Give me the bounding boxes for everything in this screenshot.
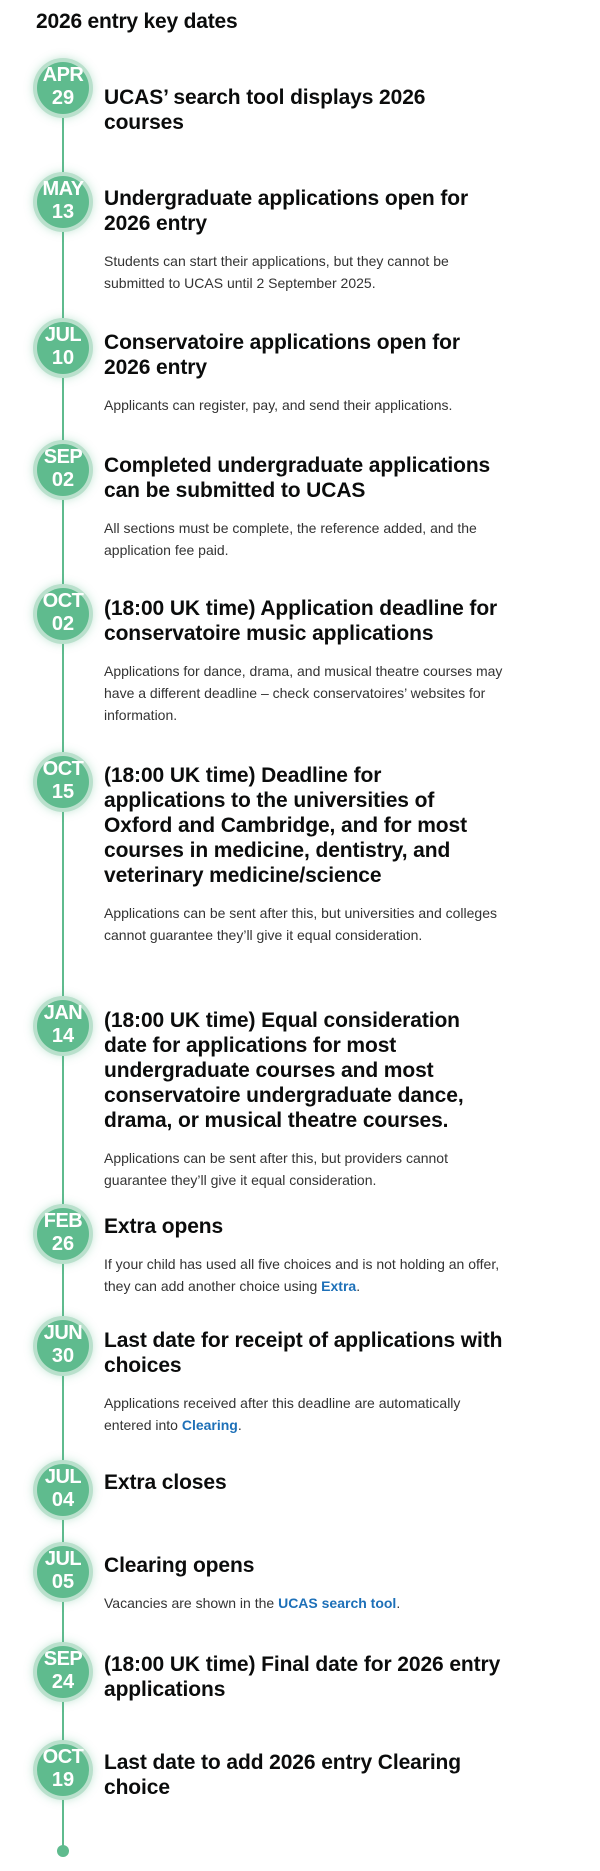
date-badge-day: 02 — [51, 469, 75, 491]
date-badge-month: OCT — [42, 590, 84, 612]
date-badge — [37, 1320, 89, 1372]
date-badge — [37, 1546, 89, 1598]
event-description — [104, 902, 504, 946]
date-badge — [37, 176, 89, 228]
event-title: Undergraduate applications open for 2026 entry — [104, 187, 469, 235]
date-badge-day: 30 — [51, 1345, 75, 1367]
date-badge — [37, 62, 89, 114]
date-badge — [37, 1744, 89, 1796]
event-description — [104, 517, 504, 561]
date-badge — [37, 1464, 89, 1516]
date-badge-day: 05 — [51, 1571, 75, 1593]
event-description-text: Applications can be sent after this, but providers cannot guarantee they’ll give it equal consideration. — [104, 1150, 448, 1188]
date-badge-month: JUN — [43, 1322, 83, 1344]
date-badge — [37, 1000, 89, 1052]
event-title: Clearing opens — [104, 1554, 255, 1577]
event-title: UCAS’ search tool displays 2026 courses — [104, 86, 426, 134]
date-badge-month: JUL — [44, 1548, 82, 1570]
date-badge-month: JAN — [43, 1002, 83, 1024]
date-badge-month: SEP — [43, 446, 83, 468]
event-description-text: Students can start their applications, but they cannot be submitted to UCAS until 2 September 2025. — [104, 253, 449, 291]
event-description — [104, 1253, 504, 1297]
date-badge-month: JUL — [44, 324, 82, 346]
event-content — [104, 85, 504, 135]
date-badge — [37, 322, 89, 374]
event-content — [104, 453, 504, 561]
event-description-text: Applicants can register, pay, and send their applications. — [104, 397, 453, 413]
event-description-text: If your child has used all five choices and is not holding an offer, they can add another choice using — [104, 1256, 500, 1294]
event-title: Last date for receipt of applications with choices — [104, 1329, 503, 1377]
event-description — [104, 250, 504, 294]
event-description-text: All sections must be complete, the reference added, and the application fee paid. — [104, 520, 477, 558]
event-title: (18:00 UK time) Application deadline for conservatoire music applications — [104, 597, 498, 645]
date-badge-day: 19 — [51, 1769, 75, 1791]
event-content — [104, 1328, 504, 1436]
date-badge-month: APR — [42, 64, 84, 86]
date-badge — [37, 756, 89, 808]
event-description-text: Applications received after this deadline are automatically entered into — [104, 1395, 461, 1433]
date-badge-month: OCT — [42, 1746, 84, 1768]
event-content — [104, 596, 504, 726]
event-content — [104, 330, 504, 416]
timeline-end-dot — [57, 1845, 69, 1857]
date-badge-month: MAY — [42, 178, 84, 200]
date-badge-day: 29 — [51, 87, 75, 109]
date-badge — [37, 1646, 89, 1698]
event-description-text: Applications can be sent after this, but universities and colleges cannot guarantee they’ll give it equal consideration. — [104, 905, 498, 943]
event-description-end: . — [237, 1417, 242, 1433]
event-title: Conservatoire applications open for 2026 entry — [104, 331, 460, 379]
event-title: Last date to add 2026 entry Clearing choice — [104, 1751, 462, 1799]
date-badge-month: OCT — [42, 758, 84, 780]
event-description-text: Applications for dance, drama, and musical theatre courses may have a different deadline – check conservatoires’ websites for information. — [104, 663, 503, 723]
event-content — [104, 1750, 504, 1800]
event-link[interactable]: Clearing — [181, 1417, 238, 1433]
event-description — [104, 1392, 504, 1436]
event-title: (18:00 UK time) Equal consideration date for applications for most undergraduate courses and most conservatoire undergraduate dance, drama, or musical theatre courses. — [104, 1009, 464, 1132]
event-title: Extra opens — [104, 1215, 224, 1238]
date-badge-day: 04 — [51, 1489, 75, 1511]
event-description — [104, 394, 504, 416]
event-content — [104, 186, 504, 294]
event-description-text: Vacancies are shown in the — [104, 1595, 279, 1611]
date-badge — [37, 444, 89, 496]
date-badge-day: 14 — [51, 1025, 75, 1047]
date-badge-day: 24 — [51, 1671, 75, 1693]
event-description — [104, 1592, 504, 1614]
date-badge-day: 13 — [51, 201, 75, 223]
date-badge-month: SEP — [43, 1648, 83, 1670]
page-title: 2026 entry key dates — [36, 10, 238, 33]
event-content — [104, 1214, 504, 1297]
event-content — [104, 1470, 504, 1495]
event-title: (18:00 UK time) Final date for 2026 entry applications — [104, 1653, 501, 1701]
event-description — [104, 1147, 504, 1191]
date-badge-day: 02 — [51, 613, 75, 635]
event-content — [104, 1008, 504, 1191]
date-badge — [37, 588, 89, 640]
date-badge-day: 15 — [51, 781, 75, 803]
date-badge-day: 26 — [51, 1233, 75, 1255]
event-link[interactable]: Extra — [321, 1278, 357, 1294]
event-description-end: . — [396, 1595, 401, 1611]
event-content — [104, 1652, 504, 1702]
event-content — [104, 763, 504, 946]
event-title: Extra closes — [104, 1471, 227, 1494]
event-content — [104, 1553, 504, 1614]
event-description-end: . — [356, 1278, 361, 1294]
date-badge-month: FEB — [43, 1210, 83, 1232]
date-badge — [37, 1208, 89, 1260]
event-title: Completed undergraduate applications can be submitted to UCAS — [104, 454, 491, 502]
event-description — [104, 660, 504, 726]
event-title: (18:00 UK time) Deadline for applications to the universities of Oxford and Cambridge, and for most courses in medicine, dentistry, and veterinary medicine/science — [104, 764, 467, 887]
date-badge-month: JUL — [44, 1466, 82, 1488]
event-link[interactable]: UCAS search tool — [278, 1595, 397, 1611]
date-badge-day: 10 — [51, 347, 75, 369]
